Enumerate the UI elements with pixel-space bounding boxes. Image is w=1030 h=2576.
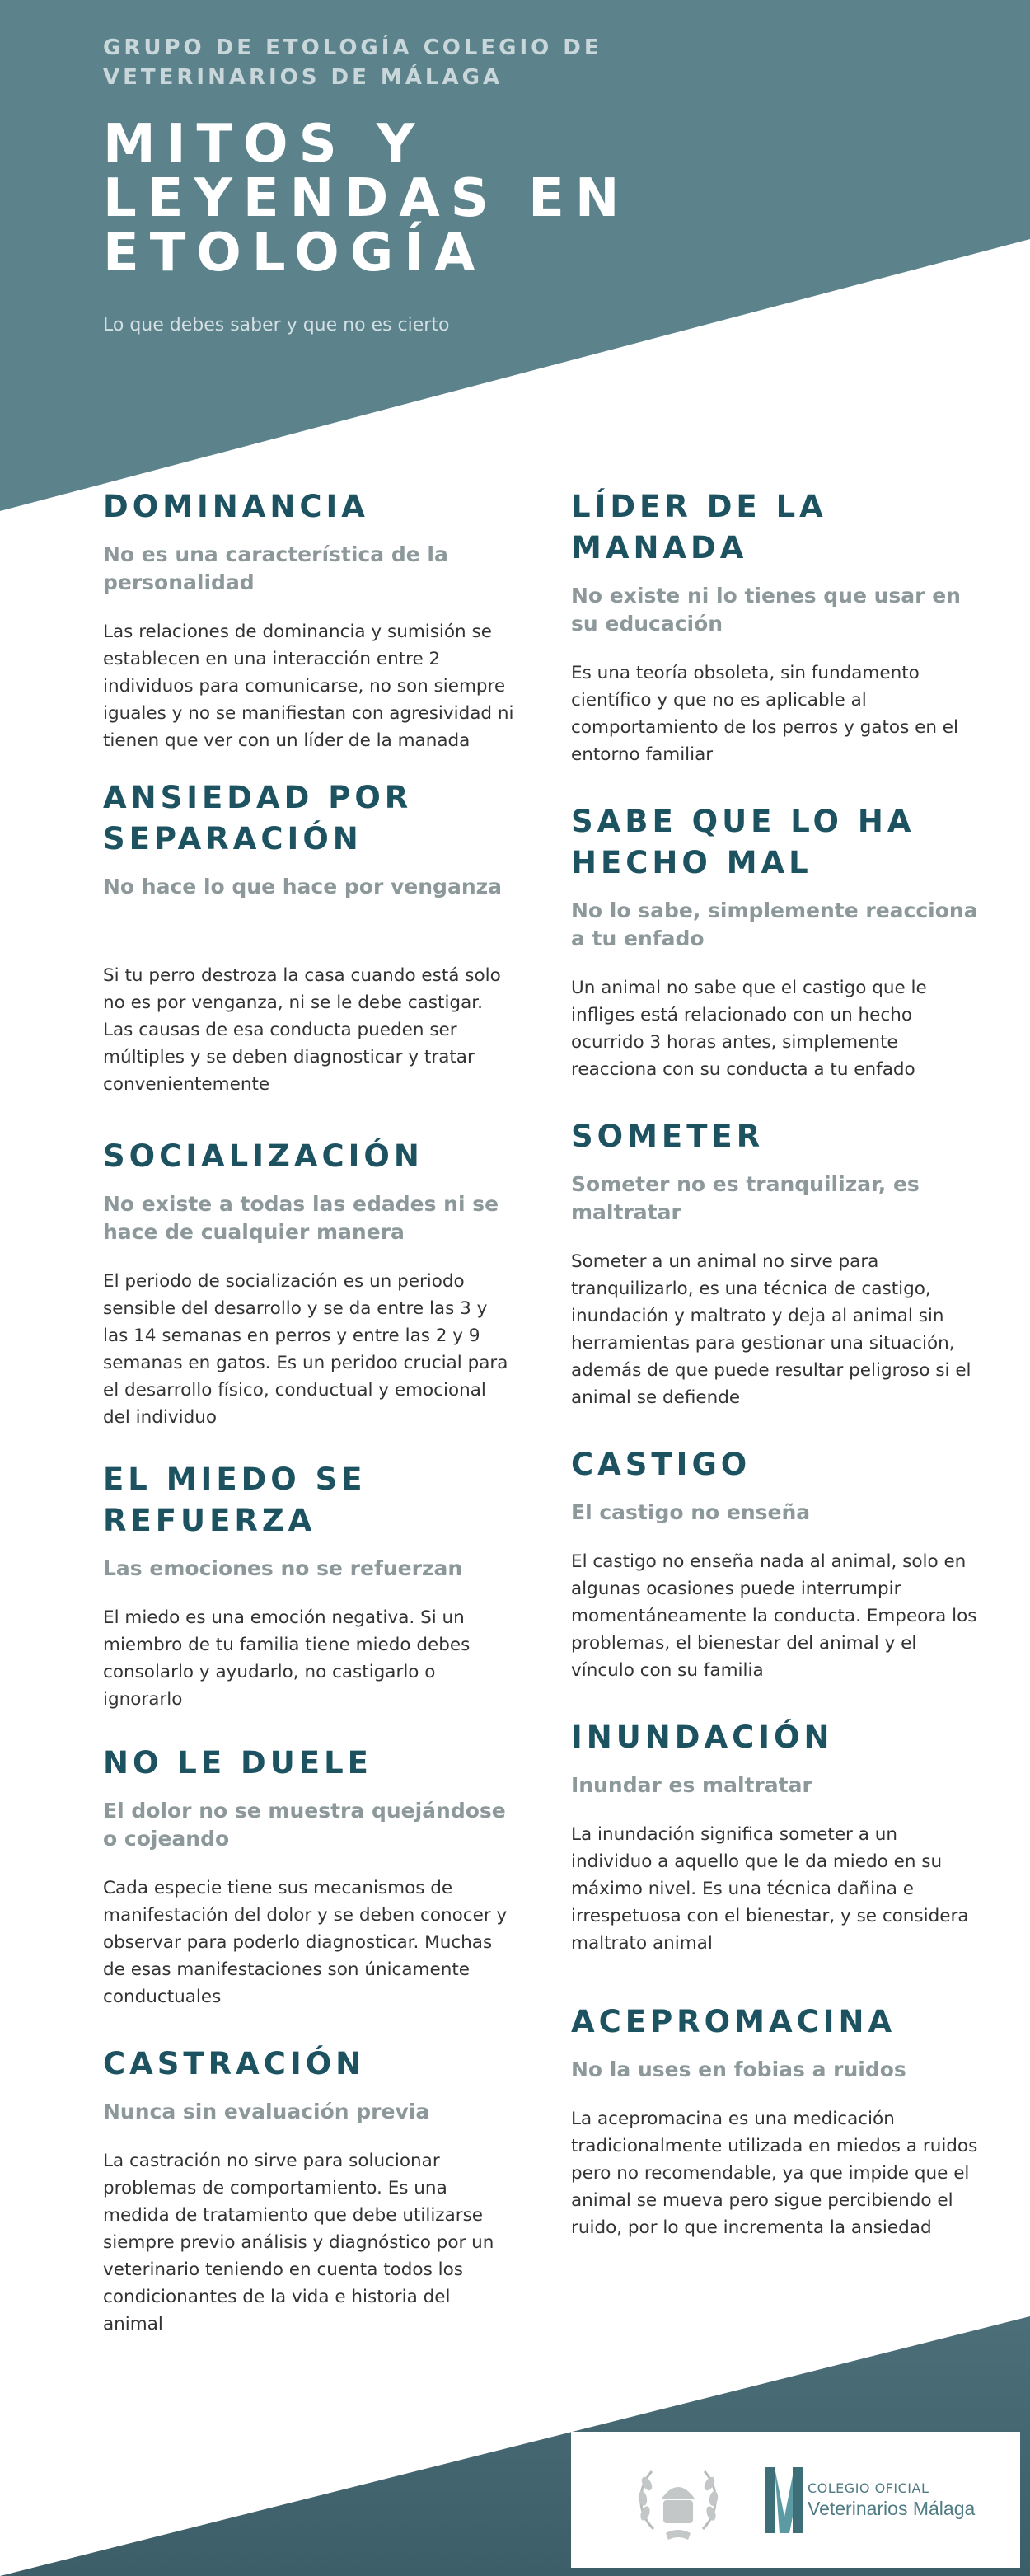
section-heading: ANSIEDAD POR SEPARACIÓN xyxy=(103,780,413,856)
organization-name: GRUPO DE ETOLOGÍA COLEGIO DE VETERINARIOS DE MÁLAGA xyxy=(103,35,602,90)
section-inundacion xyxy=(571,1717,983,1957)
section-subheading: El dolor no se muestra quejándose o cojeando xyxy=(103,1799,506,1851)
section-heading: INUNDACIÓN xyxy=(571,1720,834,1755)
section-body: La inundación significa someter a un individuo a aquello que le da miedo en su máximo nivel. Es una técnica dañina e irrespetuosa con el bienestar, y se considera maltrato animal xyxy=(571,1824,969,1954)
section-ansiedad xyxy=(103,777,515,1098)
cov-logo-text xyxy=(808,2480,975,2520)
right-column xyxy=(571,486,983,2241)
section-body: Cada especie tiene sus mecanismos de manifestación del dolor y se deben conocer y observar para poderlo diagnosticar. Muchas de esas manifestaciones son únicamente conductuales xyxy=(103,1878,508,2007)
section-socializacion xyxy=(103,1136,515,1431)
left-column xyxy=(103,486,515,2338)
section-miedo xyxy=(103,1459,515,1713)
section-dominancia xyxy=(103,486,515,754)
section-heading: SOCIALIZACIÓN xyxy=(103,1138,424,1174)
section-heading: ACEPROMACINA xyxy=(571,2004,897,2039)
section-subheading: Someter no es tranquilizar, es maltratar xyxy=(571,1172,920,1224)
section-subheading: No hace lo que hace por venganza xyxy=(103,875,503,899)
section-subheading: No lo sabe, simplemente reacciona a tu enfado xyxy=(571,899,978,950)
footer-logos xyxy=(571,2432,1020,2568)
section-body: Las relaciones de dominancia y sumisión se establecen en una interacción entre 2 individuos para comunicarse, no son siempre iguales y no se manifiestan con agresividad ni tienen que ver con un líder de la manada xyxy=(103,622,514,751)
section-body: Si tu perro destroza la casa cuando está solo no es por venganza, ni se le debe castigar. Las causas de esa conducta pueden ser múltiples y se deben diagnosticar y tratar convenientemente xyxy=(103,965,501,1095)
section-body: El castigo no enseña nada al animal, solo en algunas ocasiones puede interrumpir momentáneamente la conducta. Empeora los problemas, el bienestar del animal y el vínculo con su familia xyxy=(571,1551,977,1681)
section-castigo xyxy=(571,1444,983,1684)
laurel-seal-icon xyxy=(629,2451,728,2550)
section-heading: DOMINANCIA xyxy=(103,489,369,524)
section-heading: LÍDER DE LA MANADA xyxy=(571,489,827,565)
section-sabe xyxy=(571,801,983,1083)
header xyxy=(103,33,729,335)
section-heading: EL MIEDO SE REFUERZA xyxy=(103,1462,367,1538)
section-subheading: No existe ni lo tienes que usar en su educación xyxy=(571,584,961,636)
section-subheading: No la uses en fobias a ruidos xyxy=(571,2058,906,2081)
section-subheading: El castigo no enseña xyxy=(571,1500,811,1524)
section-body: Someter a un animal no sirve para tranquilizarlo, es una técnica de castigo, inundación y maltrato y deja al animal sin herramientas para gestionar una situación, además de que puede resultar peligroso si el animal se defiende xyxy=(571,1251,971,1408)
section-subheading: Inundar es maltratar xyxy=(571,1773,812,1797)
section-subheading: No existe a todas las edades ni se hace de cualquier manera xyxy=(103,1192,499,1244)
section-heading: CASTIGO xyxy=(571,1447,751,1482)
section-someter xyxy=(571,1116,983,1411)
cov-logo-icon xyxy=(765,2467,803,2533)
section-heading: NO LE DUELE xyxy=(103,1745,372,1781)
section-subheading: Nunca sin evaluación previa xyxy=(103,2100,430,2123)
section-heading: SABE QUE LO HA HECHO MAL xyxy=(571,804,915,880)
section-subheading: Las emociones no se refuerzan xyxy=(103,1556,463,1580)
section-acepromacina xyxy=(571,2001,983,2241)
section-no-le-duele xyxy=(103,1743,515,2011)
section-body: Es una teoría obsoleta, sin fundamento científico y que no es aplicable al comportamiento de los perros y gatos en el entorno familiar xyxy=(571,663,959,765)
page-subtitle: Lo que debes saber y que no es cierto xyxy=(103,315,450,335)
logo-line-2: Veterinarios Málaga xyxy=(808,2497,976,2519)
section-body: El periodo de socialización es un periodo sensible del desarrollo y se da entre las 3 y las 14 semanas en perros y entre las 2 y 9 semanas en gatos. Es un peridoo crucial para el desarrollo físico, conductual y emocional del individuo xyxy=(103,1271,508,1428)
logo-line-1: COLEGIO OFICIAL xyxy=(808,2480,929,2496)
section-body: Un animal no sabe que el castigo que le infliges está relacionado con un hecho ocurrido 3 horas antes, simplemente reacciona con su conducta a tu enfado xyxy=(571,978,927,1080)
page-title: MITOS Y LEYENDAS EN ETOLOGÍA xyxy=(103,114,630,284)
section-lider xyxy=(571,486,983,768)
section-heading: CASTRACIÓN xyxy=(103,2046,366,2081)
section-heading: SOMETER xyxy=(571,1119,765,1154)
section-subheading: No es una característica de la personalidad xyxy=(103,542,448,594)
section-body: La acepromacina es una medicación tradicionalmente utilizada en miedos a ruidos pero no recomendable, ya que impide que el animal se mueva pero sigue percibiendo el ruido, por lo que incrementa la ansiedad xyxy=(571,2109,978,2238)
section-body: La castración no sirve para solucionar problemas de comportamiento. Es una medida de tratamiento que debe utilizarse siempre previo análisis y diagnóstico por un veterinario teniendo en cuenta todos los condicionantes de la vida e historia del animal xyxy=(103,2151,494,2334)
section-castracion xyxy=(103,2043,515,2338)
section-body: El miedo es una emoción negativa. Si un miembro de tu familia tiene miedo debes consolarlo y ayudarlo, no castigarlo o ignorarlo xyxy=(103,1607,471,1710)
